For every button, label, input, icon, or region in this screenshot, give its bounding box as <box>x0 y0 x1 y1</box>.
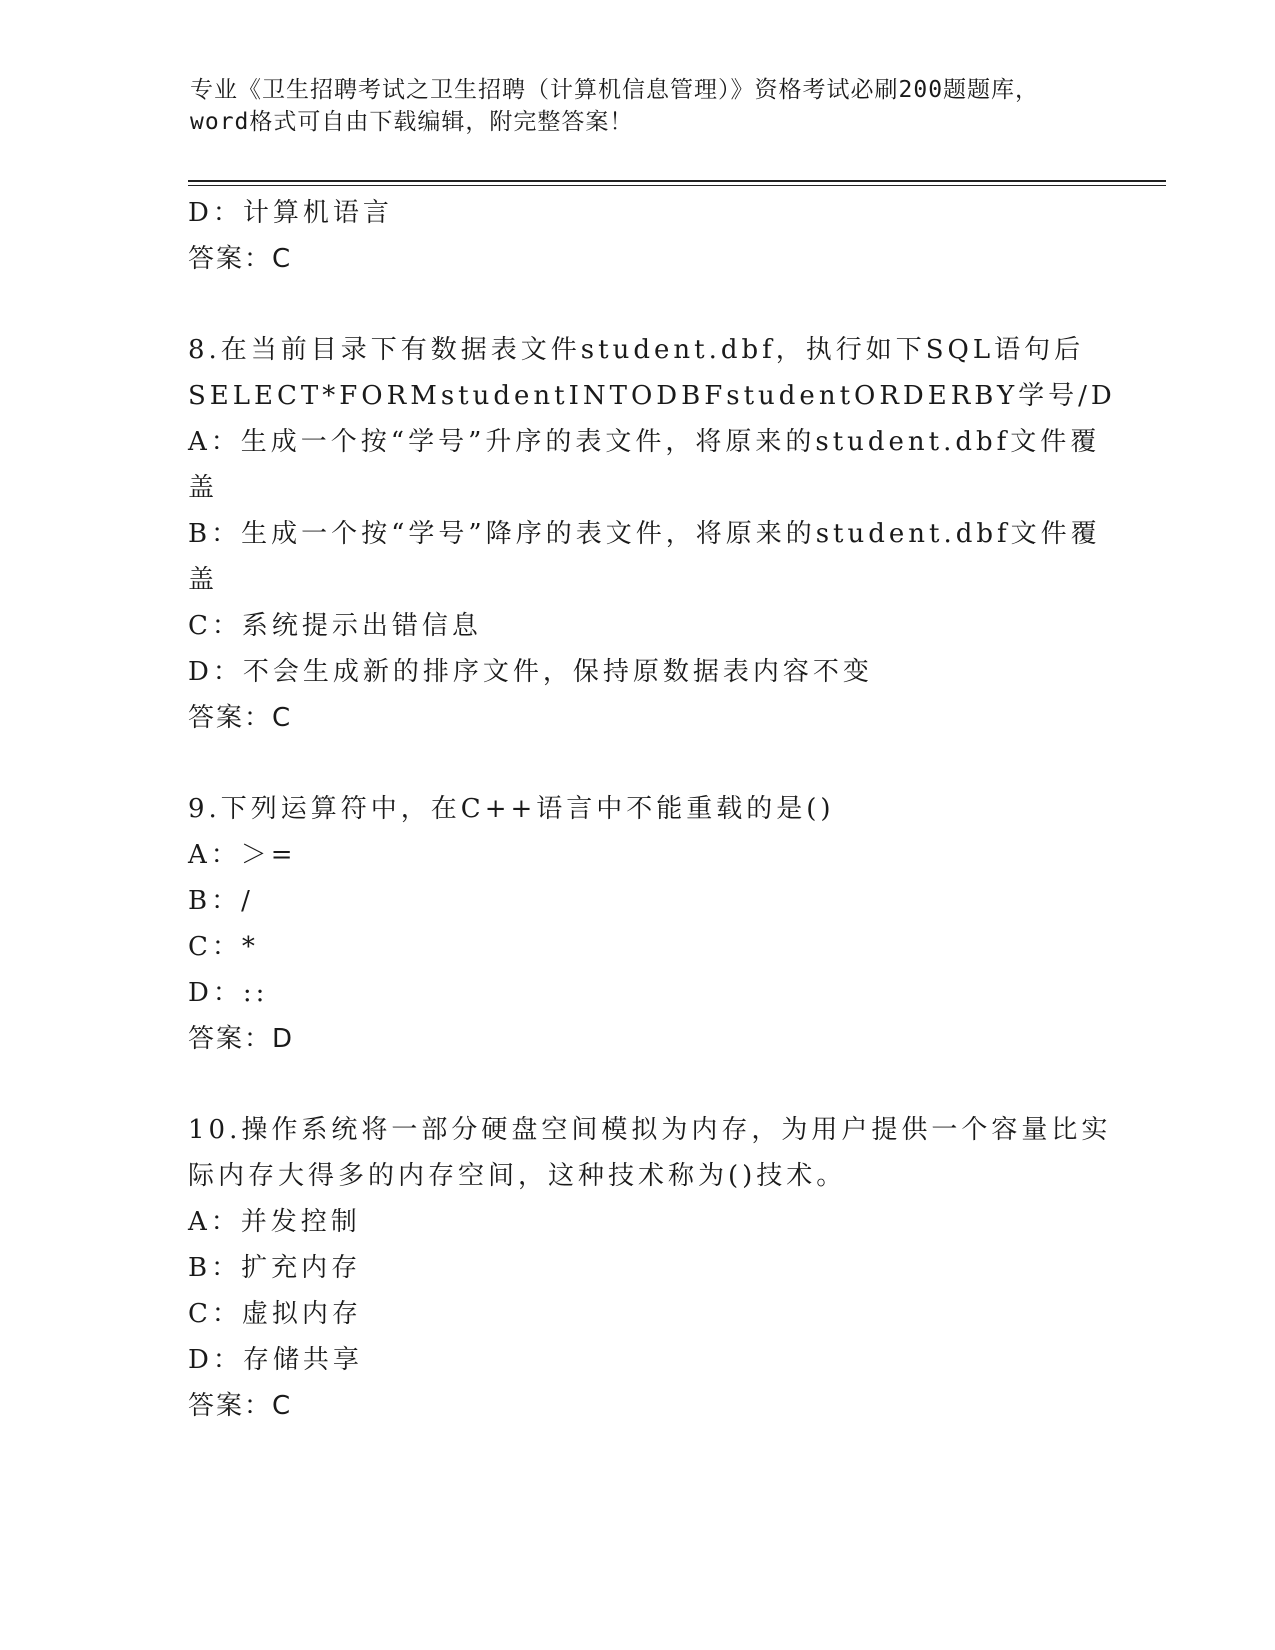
question-list <box>188 190 1116 1429</box>
option-d: D：不会生成新的排序文件，保持原数据表内容不变 <box>188 657 873 687</box>
option-b: B：生成一个按“学号”降序的表文件，将原来的student.dbf文件覆 <box>188 519 1101 549</box>
option-a-continued: 盖 <box>188 473 219 503</box>
option-c: C：* <box>188 932 259 962</box>
document-header <box>190 74 1090 138</box>
option-a: A：＞= <box>188 840 297 870</box>
header-divider-thick <box>188 180 1166 182</box>
answer-line: 答案：C <box>188 1391 293 1421</box>
spacer <box>188 1062 1108 1107</box>
question-stem-line: 际内存大得多的内存空间，这种技术称为()技术。 <box>188 1161 847 1191</box>
option-b-continued: 盖 <box>188 565 219 595</box>
header-title-line-1: 专业《卫生招聘考试之卫生招聘（计算机信息管理）》资格考试必刷200题题库， <box>190 77 1040 103</box>
answer-line: 答案：D <box>188 1024 295 1054</box>
option-d: D：:: <box>188 978 269 1008</box>
spacer <box>188 282 1108 327</box>
option-c: C：系统提示出错信息 <box>188 611 482 641</box>
option-b: B：扩充内存 <box>188 1253 362 1283</box>
question-stem-line: SELECT*FORMstudentINTODBFstudentORDERBY学号/D <box>188 381 1116 411</box>
option-c: C：虚拟内存 <box>188 1299 362 1329</box>
answer-line: 答案：C <box>188 244 293 274</box>
question-9 <box>188 786 1108 1062</box>
option-d: D：存储共享 <box>188 1345 363 1375</box>
option-a: A：生成一个按“学号”升序的表文件，将原来的student.dbf文件覆 <box>188 427 1101 457</box>
question-10 <box>188 1107 1112 1429</box>
spacer <box>188 741 1108 786</box>
option-b: B：/ <box>188 886 254 916</box>
option-a: A：并发控制 <box>188 1207 361 1237</box>
option-d: D：计算机语言 <box>188 198 393 228</box>
answer-line: 答案：C <box>188 703 293 733</box>
header-divider-thin <box>188 185 1166 186</box>
question-stem-line: 9.下列运算符中，在C++语言中不能重载的是() <box>188 794 835 824</box>
question-8 <box>188 327 1116 741</box>
question-stem-line: 8.在当前目录下有数据表文件student.dbf，执行如下SQL语句后 <box>188 335 1085 365</box>
previous-question-tail <box>188 190 1108 282</box>
question-stem-line: 10.操作系统将一部分硬盘空间模拟为内存，为用户提供一个容量比实 <box>188 1115 1112 1145</box>
header-title-line-2: word格式可自由下载编辑，附完整答案！ <box>190 109 634 135</box>
